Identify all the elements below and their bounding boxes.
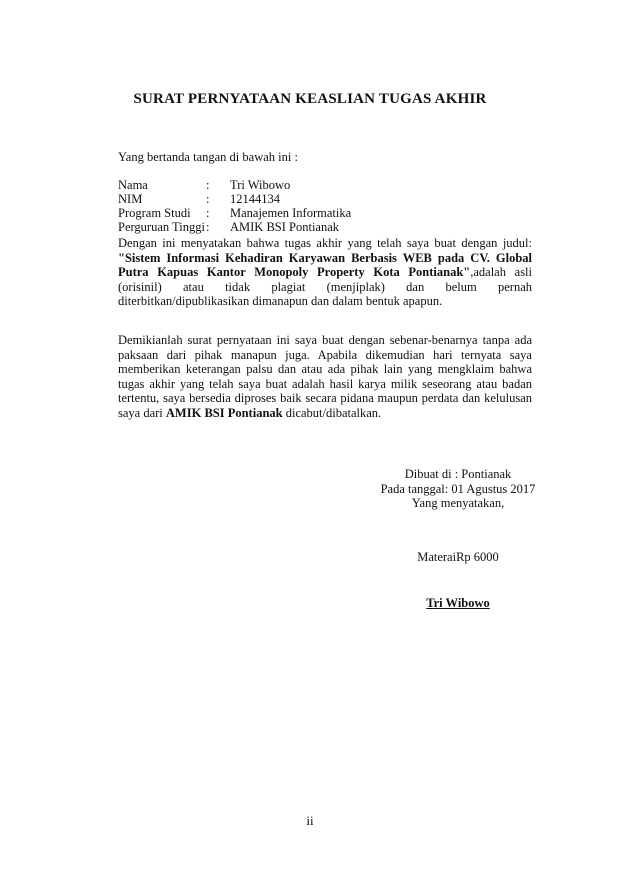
- identity-value: AMIK BSI Pontianak: [230, 220, 340, 234]
- stamp-duty-text: MateraiRp 6000: [417, 550, 499, 564]
- identity-row-name: [118, 178, 351, 192]
- identity-label: Perguruan Tinggi: [118, 220, 205, 234]
- signature-declarant: Yang menyatakan,: [411, 496, 505, 510]
- identity-row-nim: [118, 192, 351, 206]
- page-number: ii: [306, 813, 314, 828]
- identity-label: Program Studi: [118, 206, 191, 220]
- identity-colon: :: [206, 178, 210, 192]
- identity-value: Tri Wibowo: [230, 178, 291, 192]
- identity-label: NIM: [118, 192, 143, 206]
- statement-lead: Dengan ini menyatakan bahwa tugas akhir yang telah saya buat dengan judul:: [118, 236, 532, 250]
- identity-value: 12144134: [230, 192, 280, 206]
- signatory-name: Tri Wibowo: [426, 596, 490, 610]
- document-title: SURAT PERNYATAAN KEASLIAN TUGAS AKHIR: [133, 91, 487, 107]
- signature-place: Dibuat di : Pontianak: [404, 467, 512, 481]
- thesis-title: "Sistem Informasi Kehadiran Karyawan Berbasis WEB pada CV. Global Putra Kapuas Kantor Monopoly Property Kota Pontianak": [118, 250, 532, 280]
- intro-text: Yang bertanda tangan di bawah ini :: [118, 150, 298, 164]
- closing-paragraph: [118, 333, 532, 421]
- statement-rest: ,adalah asli (orisinil) atau tidak plagiat (menjiplak) dan belum pernah diterbitkan/dipublikasikan dimanapun dan dalam bentuk apapun.: [118, 265, 532, 309]
- signature-block: [348, 467, 568, 511]
- identity-colon: :: [206, 206, 210, 220]
- institution-name: AMIK BSI Pontianak: [165, 405, 283, 420]
- identity-value: Manajemen Informatika: [230, 206, 352, 220]
- closing-end: dicabut/dibatalkan.: [285, 405, 382, 420]
- signature-date: Pada tanggal: 01 Agustus 2017: [380, 481, 536, 496]
- identity-row-university: [118, 220, 351, 234]
- closing-text: Demikianlah surat pernyataan ini saya buat dengan sebenar-benarnya tanpa ada paksaan dari pihak manapun juga. Apabila dikemudian hari ternyata saya memberikan keterangan palsu dan atau ada pihak lain yang mengklaim bahwa tugas akhir yang telah saya buat adalah hasil karya milik seseorang atau badan tertentu, saya bersedia diproses baik secara pidana maupun perdata dan kelulusan saya dari: [118, 333, 532, 420]
- identity-row-program: [118, 206, 351, 220]
- identity-label: Nama: [118, 178, 148, 192]
- identity-table: [118, 178, 351, 234]
- statement-paragraph: [118, 236, 532, 309]
- identity-colon: :: [206, 192, 210, 206]
- identity-colon: :: [206, 220, 210, 234]
